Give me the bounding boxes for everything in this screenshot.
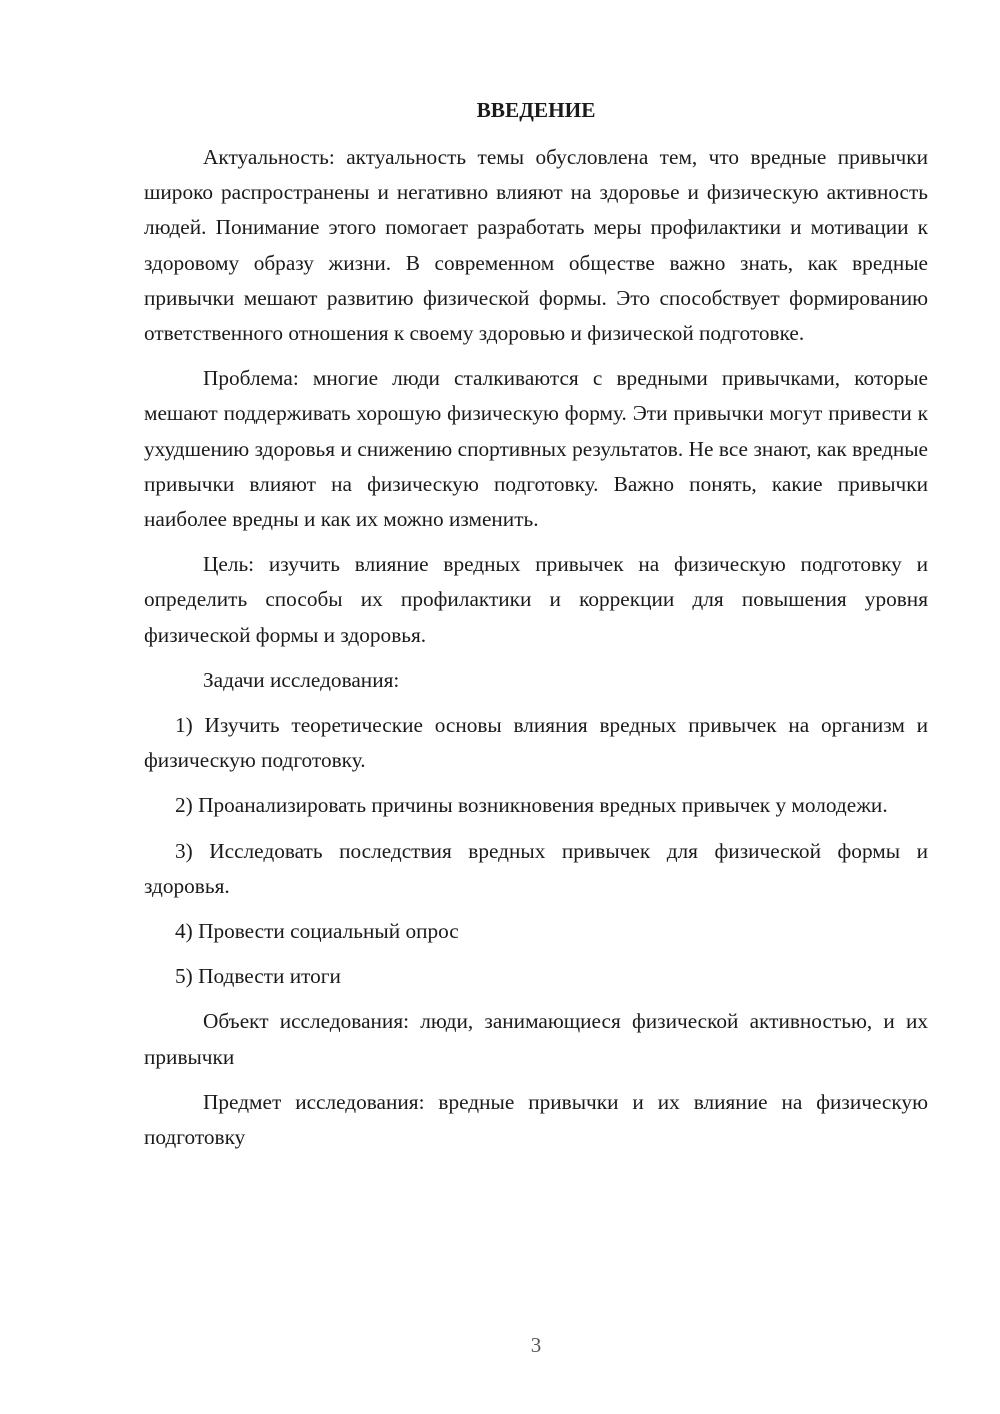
object-paragraph: Объект исследования: люди, занимающиеся физической активностью, и их привычки bbox=[144, 1009, 928, 1069]
page-title: ВВЕДЕНИЕ bbox=[476, 98, 596, 122]
task-item-2: 2) Проанализировать причины возникновения вредных привычек у молодежи. bbox=[175, 793, 888, 818]
problem-paragraph: Проблема: многие люди сталкиваются с вредными привычками, которые мешают поддерживать хорошую физическую форму. Эти привычки могут привести к ухудшению здоровья и снижению спортивных результатов. Не все знают, как вредные привычки влияют на физическую подготовку. Важно понять, какие привычки наиболее вредны и как их можно изменить. bbox=[144, 366, 928, 532]
tasks-heading: Задачи исследования: bbox=[203, 667, 400, 692]
task-item-5: 5) Подвести итоги bbox=[175, 964, 341, 989]
task-item-1: 1) Изучить теоретические основы влияния вредных привычек на организм и физическую подготовку. bbox=[144, 713, 928, 773]
task-item-3: 3) Исследовать последствия вредных привычек для физической формы и здоровья. bbox=[144, 838, 928, 898]
document-page bbox=[144, 93, 928, 1165]
subject-paragraph: Предмет исследования: вредные привычки и их влияние на физическую подготовку bbox=[144, 1089, 928, 1150]
task-item-4: 4) Провести социальный опрос bbox=[175, 919, 459, 944]
page-number: 3 bbox=[530, 1333, 542, 1357]
relevance-paragraph: Актуальность: актуальность темы обусловлена тем, что вредные привычки широко распространены и негативно влияют на здоровье и физическую активность людей. Понимание этого помогает разработать меры профилактики и мотивации к здоровому образу жизни. В современном обществе важно знать, как вредные привычки мешают развитию физической формы. Это способствует формированию ответственного отношения к своему здоровью и физической подготовке. bbox=[144, 145, 928, 346]
goal-paragraph: Цель: изучить влияние вредных привычек на физическую подготовку и определить способы их профилактики и коррекции для повышения уровня физической формы и здоровья. bbox=[144, 552, 928, 647]
